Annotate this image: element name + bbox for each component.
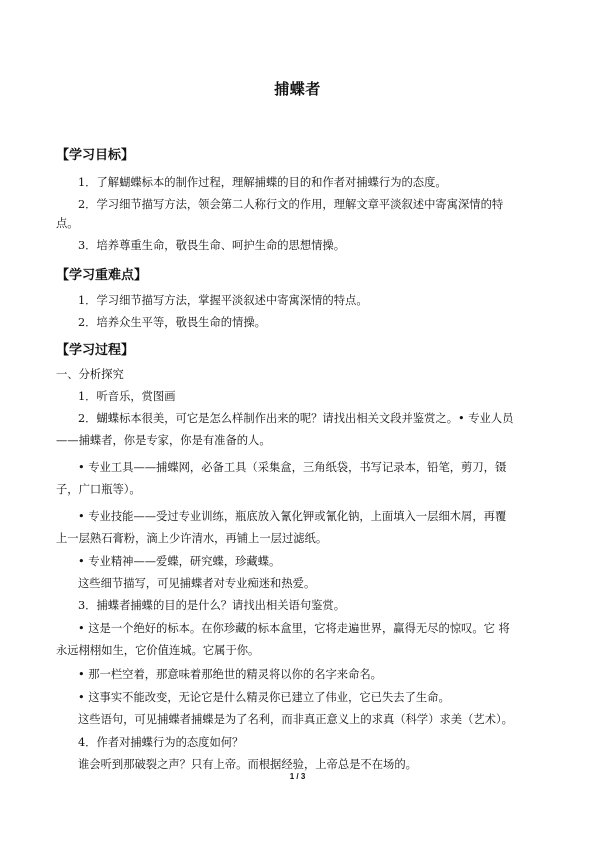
process-line-14: • 那一栏空着，那意味着那绝世的精灵将以你的名字来命名。	[78, 668, 382, 681]
process-line-3: 2．蝴蝶标本很美，可它是怎么样制作出来的呢？请找出相关文段并鉴赏之。• 专业人员	[78, 412, 514, 425]
section-heading-difficulties: 【学习重难点】	[56, 268, 148, 283]
section-heading-process: 【学习过程】	[56, 343, 135, 358]
difficulty-line-2: 2．培养众生平等，敬畏生命的情操。	[78, 316, 266, 329]
process-line-11: 3．捕蝶者捕蝶的目的是什么？请找出相关语句鉴赏。	[78, 599, 346, 612]
process-line-13: 永远栩栩如生，它价值连城。它属于你。	[56, 644, 260, 657]
page-number: 1 / 3	[289, 772, 306, 781]
goal-line-2: 2．学习细节描写方法，领会第二人称行文的作用，理解文章平淡叙述中寄寓深情的特	[78, 198, 504, 211]
process-line-8: 上一层熟石膏粉，滴上少许清水，再铺上一层过滤纸。	[56, 532, 328, 545]
process-line-7: • 专业技能——受过专业训练，瓶底放入氰化钾或氰化钠，上面填入一层细木屑，再覆	[78, 510, 507, 523]
process-line-10: 这些细节描写，可见捕蝶者对专业痴迷和热爱。	[78, 577, 316, 590]
process-line-15: • 这事实不能改变，无论它是什么精灵你已建立了伟业，它已失去了生命。	[78, 691, 450, 704]
process-line-12: • 这是一个绝好的标本。在你珍藏的标本盒里，它将走遍世界，赢得无尽的惊叹。它 将	[78, 622, 510, 635]
page-title: 捕蝶者	[274, 80, 321, 98]
process-line-16: 这些语句，可见捕蝶者捕蝶是为了名利，而非真正意义上的求真（科学）求美（艺术）。	[78, 713, 513, 726]
process-line-2: 1．听音乐，赏图画	[78, 390, 176, 403]
process-line-5: • 专业工具——捕蝶网，必备工具（采集盒，三角纸袋，书写记录本，铅笔，剪刀，镊	[78, 461, 507, 474]
section-heading-goals: 【学习目标】	[56, 148, 135, 163]
difficulty-line-1: 1．学习细节描写方法，掌握平淡叙述中寄寓深情的特点。	[78, 294, 368, 307]
goal-line-2-cont: 点。	[56, 217, 79, 230]
process-line-18: 谁会听到那破裂之声？只有上帝。而根据经验，上帝总是不在场的。	[78, 758, 417, 771]
process-line-4: ——捕蝶者，你是专家，你是有准备的人。	[56, 434, 271, 447]
process-line-17: 4．作者对捕蝶行为的态度如何？	[78, 736, 244, 749]
goal-line-3: 3．培养尊重生命，敬畏生命、呵护生命的思想情操。	[78, 239, 346, 252]
process-line-1: 一、分析探究	[56, 368, 124, 381]
goal-line-1: 1．了解蝴蝶标本的制作过程，理解捕蝶的目的和作者对捕蝶行为的态度。	[78, 176, 447, 189]
process-line-9: • 专业精神——爱蝶，研究蝶，珍藏蝶。	[78, 555, 281, 568]
process-line-6: 子，广口瓶等）。	[56, 483, 141, 496]
